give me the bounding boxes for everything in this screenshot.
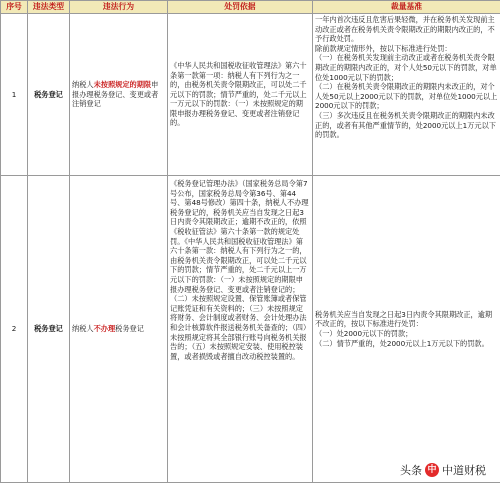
watermark-right: 中道财税 [442, 464, 486, 477]
row-no: 1 [1, 14, 28, 176]
row-type: 税务登记 [28, 176, 70, 483]
row-basis: 《中华人民共和国税收征收管理法》第六十条第一款第一项：纳税人有下列行为之一的，由税务机关责令限期改正，可以处二千元以下的罚款；情节严重的，处二千元以上一万元以下的罚款：（一）未按照规定的期限申报办理税务登记、变更或者注销登记的。 [168, 14, 313, 176]
row-standard [313, 14, 500, 176]
table-row [1, 14, 500, 176]
header-type: 违法类型 [28, 1, 70, 14]
toutiao-logo-icon: 中 [425, 463, 439, 477]
header-standard: 裁量基准 [313, 1, 500, 14]
row-type: 税务登记 [28, 14, 70, 176]
row-act [70, 14, 168, 176]
row-act [70, 176, 168, 483]
standard-line: （二）情节严重的，处2000元以上1万元以下的罚款。 [315, 338, 489, 348]
watermark [396, 460, 490, 480]
act-prefix: 纳税人 [72, 80, 94, 90]
standard-line: （一）处2000元以下的罚款； [315, 329, 413, 338]
header-no: 序号 [1, 1, 28, 14]
row-no: 2 [1, 176, 28, 483]
standard-line: 一年内首次违反且危害后果轻微，并在税务机关发现前主动改正或者在税务机关责令限期改正的期限内改正的，不予行政处罚。 [315, 15, 495, 44]
row-basis: 《税务登记管理办法》（国家税务总局令第7号公布，国家税务总局令第36号、第44号、第48号修改）第四十条，纳税人不办理税务登记的，税务机关应当自发现之日起3日内责令其限期改正；逾期不改正的，依照《税收征管法》第六十条第一款的规定处罚。《中华人民共和国税收征收管理法》第六十条第一款：纳税人有下列行为之一的，由税务机关责令限期改正，可以处二千元以下的罚款；情节严重的，处二千元以上一万元以下的罚款：（一）未按照规定的期限申报办理税务登记、变更或者注销登记的；（二）未按照规定设置、保管账簿或者保管记账凭证和有关资料的；（三）未按照规定将财务、会计制度或者财务、会计处理办法和会计核算软件报送税务机关备查的；（四）未按照规定将其全部银行账号向税务机关报告的；（五）未按照规定安装、使用税控装置，或者损毁或者擅自改动税控装置的。 [168, 176, 313, 483]
row-standard [313, 176, 500, 483]
standard-line: （二）在税务机关责令限期改正的期限内未改正的，对个人处50元以上2000元以下的罚款，对单位处1000元以上2000元以下的罚款； [315, 82, 498, 111]
watermark-left: 头条 [400, 464, 422, 477]
standard-line: 税务机关应当自发现之日起3日内责令其限期改正，逾期不改正的，按以下标准进行处罚： [315, 309, 493, 329]
table-header-row [1, 1, 500, 14]
header-act: 违法行为 [70, 1, 168, 14]
table-row [1, 176, 500, 483]
act-highlight: 未按照规定的期限 [93, 80, 152, 90]
standard-line: （三）多次违反且在税务机关责令限期改正的期限内未改正的，或者有其他严重情节的，处2000元以上1万元以下的罚款。 [315, 110, 496, 140]
header-basis: 处罚依据 [168, 1, 313, 14]
standard-line: 除前款规定情形外，按以下标准进行处罚： [315, 43, 452, 53]
act-highlight: 不办理 [93, 324, 116, 334]
act-suffix: 税务登记 [115, 324, 144, 334]
standard-line: （一）在税务机关发现前主动改正或者在税务机关责令限期改正的期限内改正的，对个人处50元以下的罚款，对单位处1000元以下的罚款； [315, 53, 497, 82]
act-prefix: 纳税人 [72, 324, 94, 334]
act-suffix: 申报办理税务登记、变更或者注销登记 [72, 80, 159, 109]
